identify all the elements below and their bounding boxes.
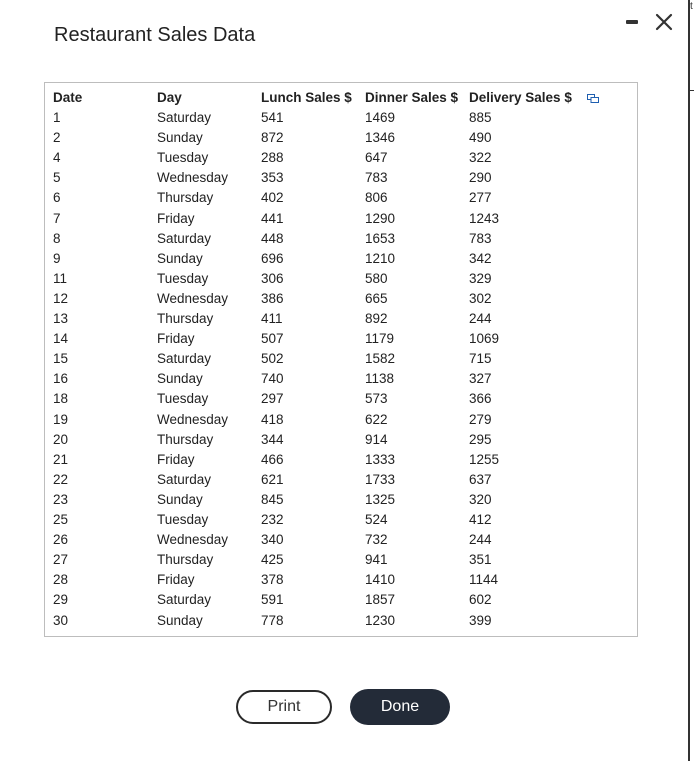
table-cell-dinner-sales: 1410 [365,572,396,588]
table-cell-date: 8 [53,230,61,246]
table-cell-lunch-sales: 696 [261,250,284,266]
table-cell-lunch-sales: 418 [261,411,284,427]
table-cell-day: Wednesday [157,290,229,306]
table-cell-date: 28 [53,572,69,588]
table-cell-day: Saturday [157,592,212,608]
table-cell-day: Wednesday [157,170,229,186]
table-cell-lunch-sales: 845 [261,491,284,507]
table-cell-date: 5 [53,170,61,186]
table-cell-lunch-sales: 340 [261,532,284,548]
table-cell-day: Tuesday [157,512,209,527]
table-cell-day: Thursday [157,431,214,447]
table-cell-delivery-sales: 279 [469,411,492,427]
table-cell-lunch-sales: 288 [261,150,284,166]
table-cell-date: 9 [53,250,61,266]
table-cell-lunch-sales: 448 [261,230,284,246]
table-cell-dinner-sales: 1230 [365,612,396,628]
table-cell-lunch-sales: 306 [261,270,284,286]
table-cell-lunch-sales: 441 [261,210,284,226]
table-cell-date: 13 [53,311,69,326]
table-cell-lunch-sales: 297 [261,391,284,407]
column-header-day: Day [157,90,182,105]
table-cell-dinner-sales: 647 [365,150,388,166]
table-cell-dinner-sales: 1733 [365,471,396,487]
table-cell-day: Friday [157,210,195,226]
table-cell-date: 27 [53,552,69,568]
table-cell-date: 26 [53,532,69,548]
table-cell-date: 16 [53,371,69,387]
popout-icon[interactable] [587,94,599,103]
table-cell-delivery-sales: 1144 [469,572,499,588]
table-cell-lunch-sales: 621 [261,471,284,487]
table-cell-date: 4 [53,150,61,166]
window-edge [688,0,690,761]
table-cell-day: Saturday [157,230,212,246]
table-cell-date: 11 [53,270,68,286]
table-cell-delivery-sales: 295 [469,431,492,447]
table-cell-date: 7 [53,210,61,226]
table-cell-delivery-sales: 302 [469,290,492,306]
table-cell-dinner-sales: 1333 [365,451,396,467]
table-cell-delivery-sales: 885 [469,110,492,125]
table-cell-day: Thursday [157,552,214,568]
table-cell-dinner-sales: 1857 [365,592,396,608]
table-cell-dinner-sales: 1179 [365,331,395,347]
table-cell-delivery-sales: 1255 [469,451,500,467]
table-cell-date: 12 [53,290,69,306]
table-cell-delivery-sales: 290 [469,170,492,186]
column-header-dinner-sales: Dinner Sales $ [365,90,459,105]
table-cell-dinner-sales: 1346 [365,130,396,146]
table-cell-date: 19 [53,411,69,427]
column-header-delivery-sales: Delivery Sales $ [469,90,572,105]
table-cell-day: Wednesday [157,532,229,548]
table-cell-dinner-sales: 892 [365,311,388,326]
table-cell-day: Sunday [157,612,203,628]
table-cell-dinner-sales: 914 [365,431,388,447]
table-cell-date: 22 [53,471,69,487]
table-cell-dinner-sales: 1582 [365,351,396,367]
table-cell-date: 15 [53,351,69,367]
dialog-title: Restaurant Sales Data [54,24,256,46]
table-cell-day: Saturday [157,471,212,487]
sales-data-table [44,82,638,637]
table-cell-day: Friday [157,572,195,588]
table-cell-lunch-sales: 232 [261,512,284,527]
table-cell-delivery-sales: 715 [469,351,492,367]
table-cell-date: 30 [53,612,69,628]
table-cell-day: Saturday [157,110,212,125]
table-cell-delivery-sales: 637 [469,471,492,487]
table-cell-lunch-sales: 344 [261,431,284,447]
table-cell-dinner-sales: 941 [365,552,388,568]
window-edge-tick [688,90,694,91]
table-cell-lunch-sales: 502 [261,351,284,367]
table-cell-delivery-sales: 277 [469,190,492,206]
table-cell-day: Sunday [157,491,203,507]
table-cell-dinner-sales: 1653 [365,230,396,246]
table-cell-delivery-sales: 783 [469,230,492,246]
table-cell-day: Thursday [157,190,214,206]
done-button[interactable]: Done [350,689,450,725]
table-cell-date: 2 [53,130,61,146]
close-icon [653,11,675,33]
table-cell-lunch-sales: 353 [261,170,284,186]
table-cell-date: 1 [53,110,61,125]
table-cell-day: Friday [157,451,195,467]
table-cell-dinner-sales: 665 [365,290,388,306]
table-cell-day: Friday [157,331,195,347]
table-cell-dinner-sales: 783 [365,170,388,186]
table-cell-delivery-sales: 412 [469,512,492,527]
table-cell-dinner-sales: 580 [365,270,388,286]
table-cell-day: Sunday [157,250,203,266]
table-cell-date: 25 [53,512,69,527]
table-cell-day: Saturday [157,351,212,367]
table-cell-dinner-sales: 622 [365,411,388,427]
minimize-icon [626,20,638,24]
table-cell-lunch-sales: 411 [261,311,283,326]
column-header-date: Date [53,90,83,105]
table-cell-dinner-sales: 1138 [365,371,395,387]
table-cell-day: Sunday [157,130,203,146]
table-cell-delivery-sales: 351 [469,552,492,568]
table-cell-lunch-sales: 541 [261,110,284,125]
table-cell-dinner-sales: 573 [365,391,388,407]
table-cell-delivery-sales: 602 [469,592,492,608]
table-cell-delivery-sales: 366 [469,391,492,407]
table-cell-dinner-sales: 524 [365,512,388,527]
table-cell-delivery-sales: 322 [469,150,492,166]
table-cell-lunch-sales: 740 [261,371,284,387]
table-cell-dinner-sales: 732 [365,532,388,548]
table-cell-delivery-sales: 327 [469,371,492,387]
table-cell-lunch-sales: 378 [261,572,284,588]
minimize-button[interactable] [624,15,640,29]
table-cell-delivery-sales: 244 [469,532,492,548]
table-cell-date: 29 [53,592,69,608]
table-cell-date: 6 [53,190,61,206]
table-cell-date: 18 [53,391,69,407]
table-cell-lunch-sales: 591 [261,592,284,608]
table-cell-delivery-sales: 329 [469,270,492,286]
table-cell-delivery-sales: 244 [469,311,492,326]
close-button[interactable] [653,11,675,33]
table-cell-delivery-sales: 490 [469,130,492,146]
table-cell-dinner-sales: 806 [365,190,388,206]
table-cell-day: Tuesday [157,150,209,166]
column-header-lunch-sales: Lunch Sales $ [261,90,352,105]
table-cell-date: 20 [53,431,69,447]
table-cell-day: Tuesday [157,391,209,407]
table-cell-dinner-sales: 1325 [365,491,396,507]
table-cell-date: 14 [53,331,69,347]
table-cell-delivery-sales: 1069 [469,331,500,347]
table-cell-day: Wednesday [157,411,229,427]
table-cell-delivery-sales: 399 [469,612,492,628]
table-cell-lunch-sales: 778 [261,612,284,628]
table-cell-day: Thursday [157,311,214,326]
table-cell-dinner-sales: 1290 [365,210,396,226]
table-cell-lunch-sales: 507 [261,331,284,347]
table-cell-delivery-sales: 342 [469,250,492,266]
print-button[interactable]: Print [236,690,332,724]
table-cell-lunch-sales: 872 [261,130,284,146]
table-cell-dinner-sales: 1469 [365,110,396,125]
table-cell-date: 23 [53,491,69,507]
table-cell-lunch-sales: 402 [261,190,284,206]
table-cell-lunch-sales: 386 [261,290,284,306]
table-cell-delivery-sales: 320 [469,491,492,507]
table-cell-dinner-sales: 1210 [365,250,396,266]
corner-mark: t [690,1,693,12]
table-cell-day: Tuesday [157,270,209,286]
table-cell-lunch-sales: 425 [261,552,284,568]
table-cell-delivery-sales: 1243 [469,210,500,226]
table-cell-date: 21 [53,451,69,467]
table-cell-day: Sunday [157,371,203,387]
table-cell-lunch-sales: 466 [261,451,284,467]
